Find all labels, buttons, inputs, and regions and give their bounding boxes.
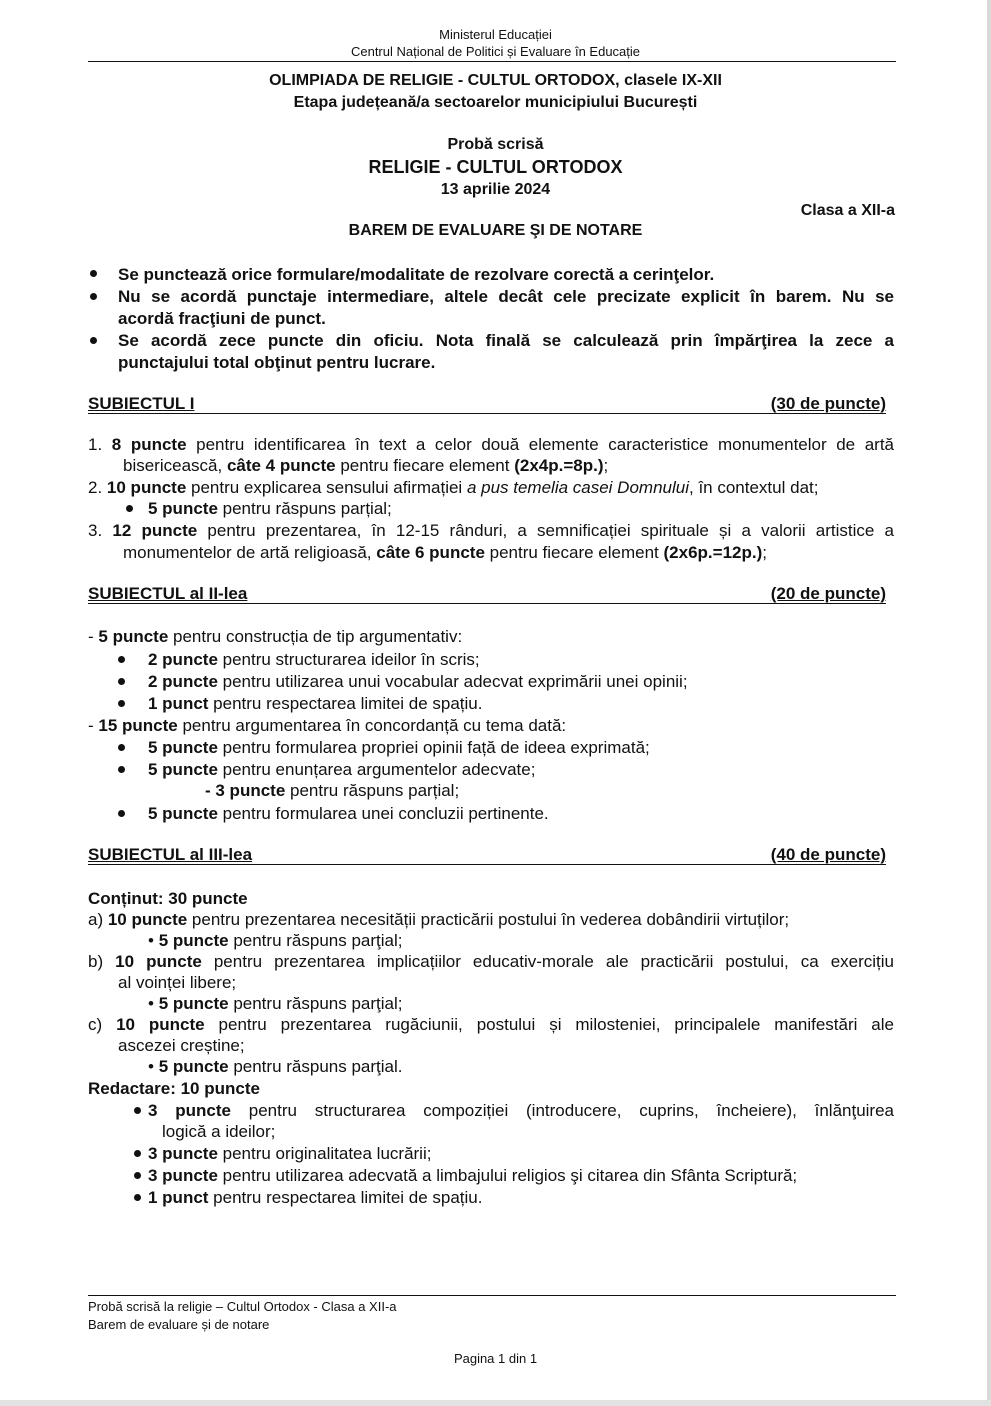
subject-2-g2-item-1: 5 puncte pentru formularea propriei opinii față de ideea exprimată;	[148, 738, 650, 757]
subject-2-rule	[88, 603, 886, 604]
bullet-icon	[90, 270, 97, 277]
center-name: Centrul Național de Politici și Evaluare în Educație	[350, 44, 641, 59]
bullet-icon	[118, 656, 125, 663]
subject-1-title: SUBIECTUL I	[88, 394, 195, 413]
exam-subject: RELIGIE - CULTUL ORTODOX	[368, 157, 623, 177]
exam-type: Probă scrisă	[447, 136, 544, 153]
redactare-item-3: 3 puncte pentru utilizarea adecvată a limbajului religios şi citarea din Sfânta Scriptură;	[148, 1166, 798, 1185]
subject-2-points: (20 de puncte)	[770, 584, 886, 603]
bullet-icon	[118, 766, 125, 773]
bullet-icon: •	[148, 931, 159, 950]
subject-1-rule	[88, 413, 886, 414]
subject-3-item-b-partial: • 5 puncte pentru răspuns parţial;	[148, 994, 403, 1013]
subject-3-item-a-partial: • 5 puncte pentru răspuns parţial;	[148, 931, 403, 950]
redactare-heading: Redactare: 10 puncte	[88, 1079, 260, 1098]
subject-2-g2-item-3: 5 puncte pentru formularea unei concluzii pertinente.	[148, 804, 549, 823]
subject-3-item-b: b) 10 puncte pentru prezentarea implicațiilor educativ-morale ale practicării postului, ca exercițiu	[88, 952, 895, 971]
page-edge-shadow	[987, 0, 991, 1406]
page-number: Pagina 1 din 1	[453, 1351, 538, 1366]
class-label: Clasa a XII-a	[800, 202, 895, 219]
subject-2-g2-item-2: 5 puncte pentru enunțarea argumentelor adecvate;	[148, 760, 536, 779]
rule-1: Se punctează orice formulare/modalitate de rezolvare corectă a cerinţelor.	[118, 265, 715, 284]
bullet-icon: •	[148, 994, 159, 1013]
bullet-icon	[134, 1107, 141, 1114]
rule-2-line-1: Nu se acordă punctaje intermediare, altele decât cele precizate explicit în barem. Nu se	[118, 287, 894, 306]
olympiad-title: OLIMPIADA DE RELIGIE - CULTUL ORTODOX, clasele IX-XII	[269, 72, 722, 89]
bullet-icon	[118, 744, 125, 751]
subject-3-item-a: a) 10 puncte pentru prezentarea necesității practicării postului în vederea dobândirii virtuților;	[88, 910, 790, 929]
bullet-icon	[134, 1194, 141, 1201]
subject-3-item-c-line-2: ascezei creștine;	[118, 1036, 245, 1055]
content-heading: Conținut: 30 puncte	[88, 889, 248, 908]
bullet-icon	[118, 810, 125, 817]
subject-2-g1-item-2: 2 puncte pentru utilizarea unui vocabular adecvat exprimării unei opinii;	[148, 672, 688, 691]
bullet-icon	[90, 337, 97, 344]
footer-divider	[88, 1295, 896, 1296]
bullet-icon	[126, 505, 133, 512]
page-bottom-shadow	[0, 1400, 991, 1406]
subject-3-item-b-line-2: al voinței libere;	[118, 973, 237, 992]
subject-3-rule	[88, 864, 886, 865]
bullet-icon	[90, 293, 97, 300]
subject-3-item-c-partial: • 5 puncte pentru răspuns parţial.	[148, 1057, 403, 1076]
bullet-icon	[134, 1172, 141, 1179]
rule-3-line-2: punctajului total obţinut pentru lucrare.	[118, 353, 436, 372]
subject-2-g1-item-1: 2 puncte pentru structurarea ideilor în scris;	[148, 650, 480, 669]
redactare-item-1: 3 puncte pentru structurarea compoziției (introducere, cuprins, încheiere), înlănţuirea	[148, 1101, 895, 1120]
footer-line-2: Barem de evaluare și de notare	[88, 1317, 270, 1332]
redactare-item-1-line-2: logică a ideilor;	[162, 1122, 276, 1141]
stage-title: Etapa județeană/a sectoarelor municipiului București	[293, 94, 698, 111]
subject-2-group-2: - 15 puncte pentru argumentarea în concordanță cu tema dată:	[88, 716, 567, 735]
subject-3-item-c: c) 10 puncte pentru prezentarea rugăciunii, postului și milosteniei, principalele manifestări ale	[88, 1015, 894, 1034]
subject-1-header	[88, 394, 886, 416]
redactare-item-2: 3 puncte pentru originalitatea lucrării;	[148, 1144, 432, 1163]
footer-line-1: Probă scrisă la religie – Cultul Ortodox - Clasa a XII-a	[88, 1299, 397, 1314]
subject-1-points: (30 de puncte)	[770, 394, 886, 413]
rule-3-line-1: Se acordă zece puncte din oficiu. Nota finală se calculează prin împărţirea la zece a	[118, 331, 894, 350]
redactare-item-4: 1 punct pentru respectarea limitei de spațiu.	[148, 1188, 483, 1207]
subject-3-points: (40 de puncte)	[770, 845, 886, 864]
subject-2-g2-partial: - 3 puncte pentru răspuns parțial;	[205, 781, 460, 800]
rule-2-line-2: acordă fracţiuni de punct.	[118, 309, 326, 328]
bullet-icon: •	[148, 1057, 159, 1076]
bullet-icon	[134, 1150, 141, 1157]
subject-2-group-1: - 5 puncte pentru construcția de tip argumentativ:	[88, 627, 463, 646]
bullet-icon	[118, 700, 125, 707]
subject-2-header	[88, 584, 886, 606]
subject-2-title: SUBIECTUL al II-lea	[88, 584, 248, 603]
document-title: BAREM DE EVALUARE ŞI DE NOTARE	[348, 222, 643, 239]
exam-date: 13 aprilie 2024	[440, 181, 551, 198]
ministry-name: Ministerul Educației	[439, 27, 552, 42]
subject-3-header	[88, 845, 886, 867]
header-divider	[88, 61, 896, 62]
subject-3-title: SUBIECTUL al III-lea	[88, 845, 253, 864]
subject-2-g1-item-3: 1 punct pentru respectarea limitei de spațiu.	[148, 694, 483, 713]
bullet-icon	[118, 678, 125, 685]
